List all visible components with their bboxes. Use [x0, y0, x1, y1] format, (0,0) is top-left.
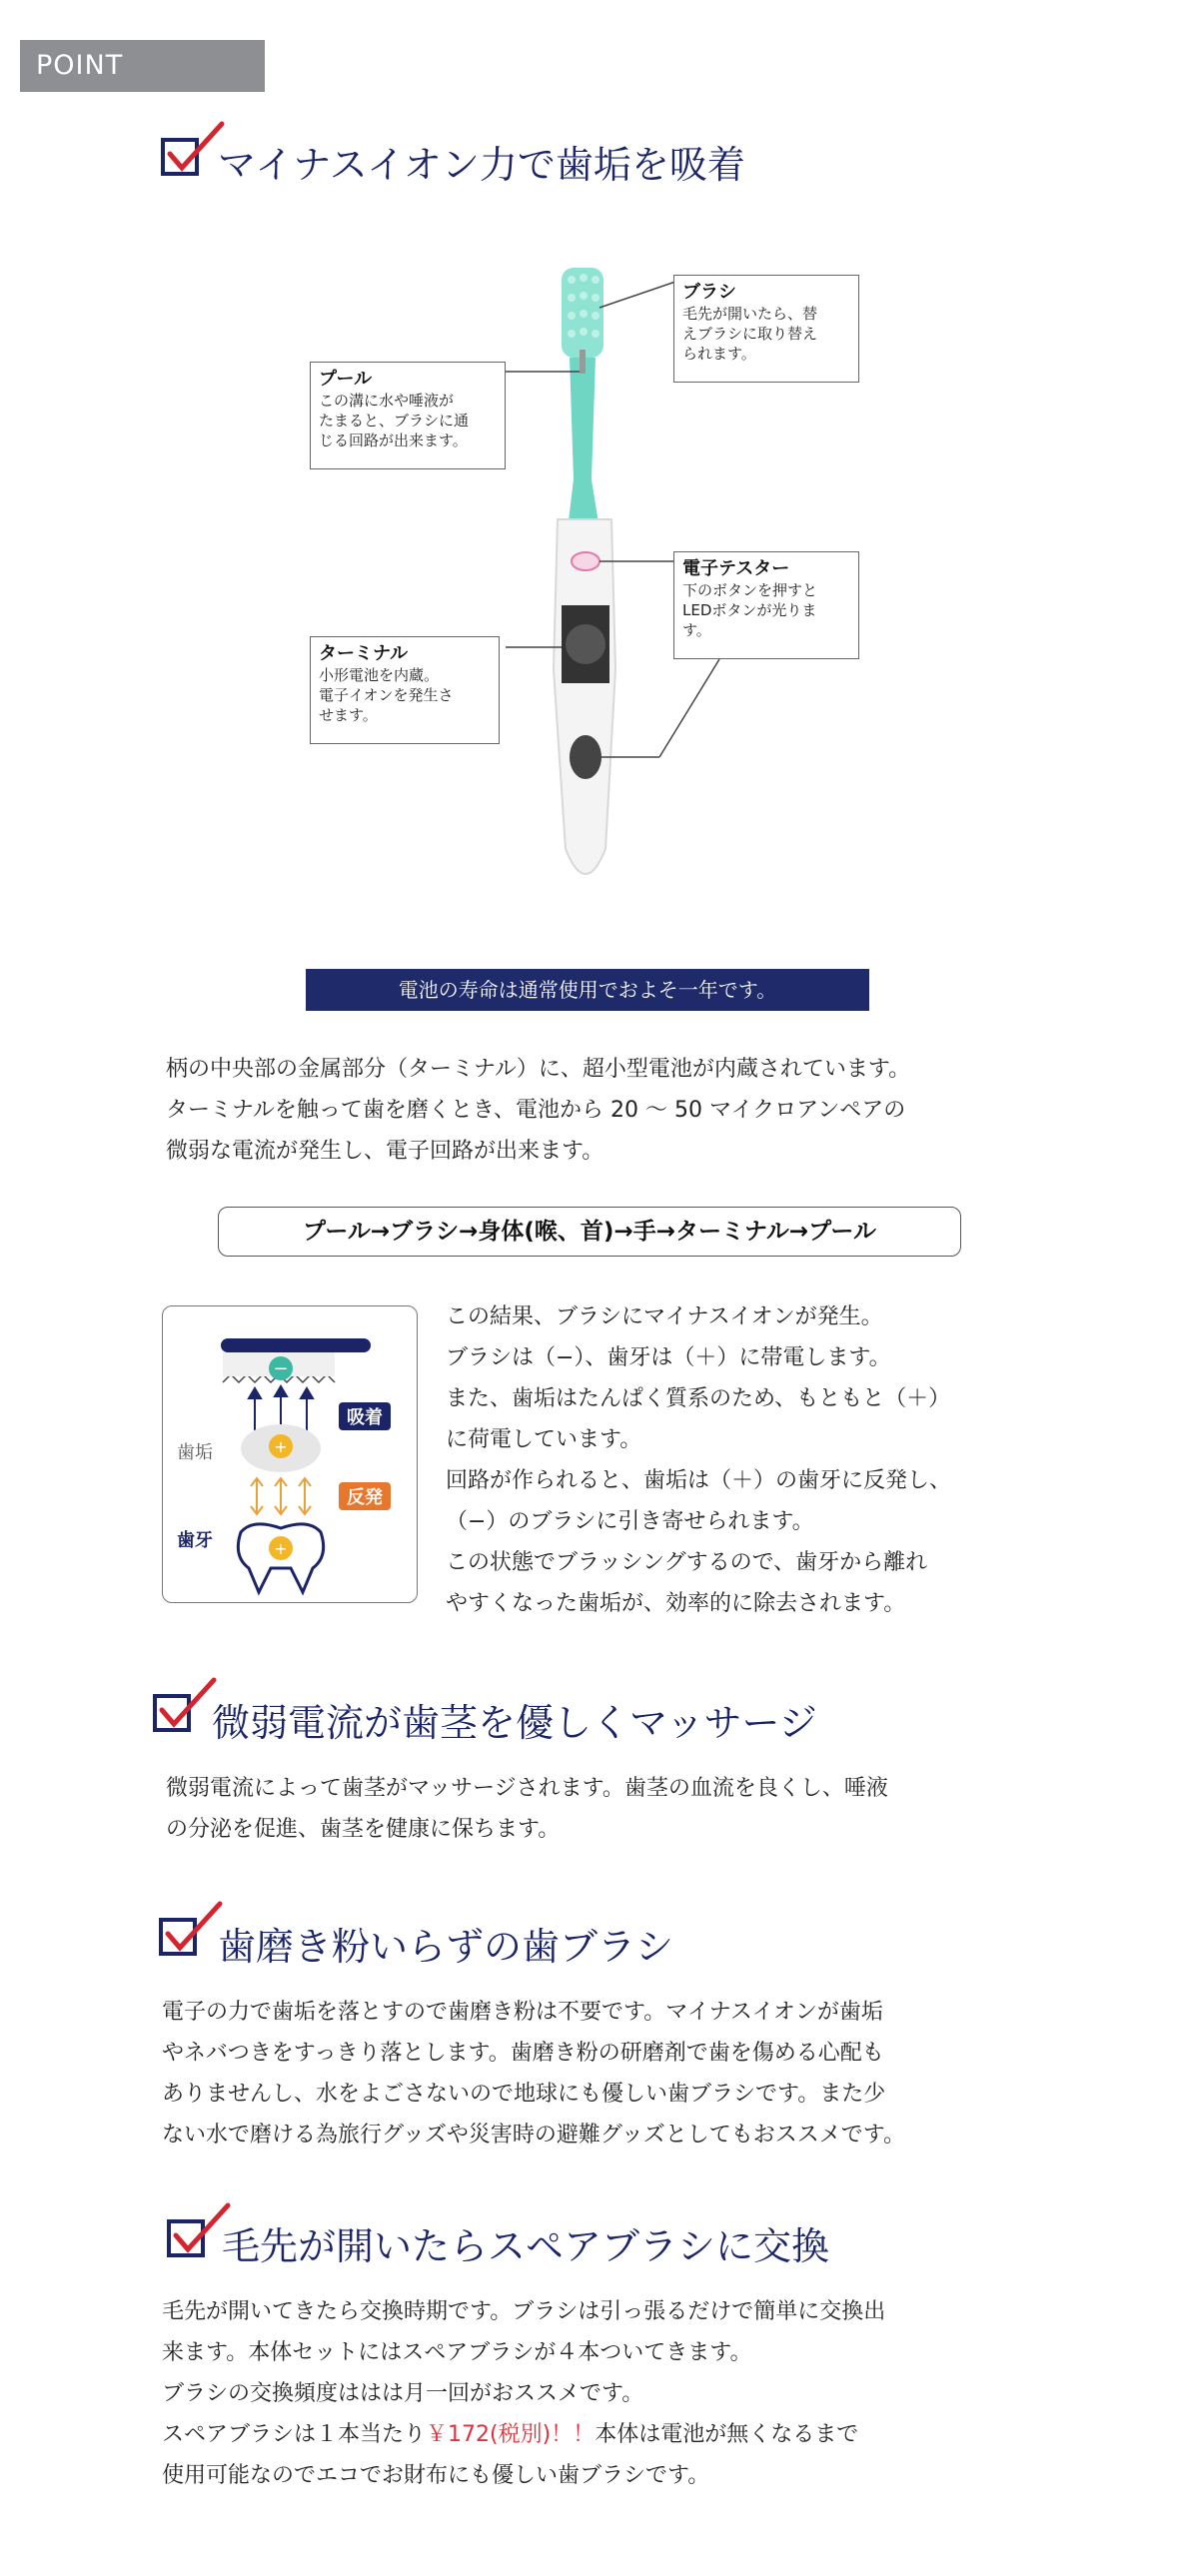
repel-label: 反発: [347, 1487, 383, 1508]
callout-brush-title: ブラシ: [682, 282, 736, 303]
callout-terminal-title: ターミナル: [319, 643, 409, 664]
plaque-label: 歯垢: [177, 1442, 213, 1463]
price-prefix: スペアブラシは１本当たり: [162, 2422, 427, 2447]
plaque-plus-sign: +: [274, 1437, 288, 1456]
section3-line: ありませんし、水をよごさないので地球にも優しい歯ブラシです。また少: [162, 2082, 886, 2107]
callout-pool-text: この溝に水や唾液が たまると、ブラシに通 じる回路が出来ます。: [319, 392, 470, 449]
section2-line: 微弱電流によって歯茎がマッサージされます。歯茎の血流を良くし、唾液: [166, 1776, 888, 1801]
callout-tester: [673, 551, 859, 659]
callout-terminal-text: 小形電池を内蔵。 電子イオンを発生さ せます。: [319, 666, 454, 724]
minus-sign: −: [273, 1358, 289, 1379]
section4-line: 来ます。本体セットにはスペアブラシが４本ついてきます。: [162, 2340, 752, 2365]
led-light: [572, 552, 600, 570]
price-suffix: 本体は電池が無くなるまで: [595, 2422, 859, 2447]
callout-terminal: [310, 636, 500, 744]
section2-paragraph: [166, 1768, 888, 1850]
callout-brush-text: 毛先が開いたら、替 えブラシに取り替え られます。: [682, 305, 818, 363]
circuit-flow-box: プール→ブラシ→身体(喉、首)→手→ターミナル→プール: [218, 1207, 961, 1257]
result-paragraph: [446, 1296, 951, 1624]
callout-pool-title: プール: [319, 369, 373, 390]
adsorb-label: 吸着: [347, 1407, 383, 1428]
result-line: この結果、ブラシにマイナスイオンが発生。: [446, 1304, 883, 1329]
tooth-label: 歯牙: [177, 1530, 213, 1551]
section4-line: 使用可能なのでエコでお財布にも優しい歯ブラシです。: [162, 2463, 710, 2488]
section4-line: ブラシの交換頻度ははは月一回がおススメです。: [162, 2381, 644, 2406]
section4-line: 毛先が開いてきたら交換時期です。ブラシは引っ張るだけで簡単に交換出: [162, 2299, 886, 2324]
result-line: に荷電しています。: [446, 1427, 642, 1452]
result-line: 回路が作られると、歯垢は（＋）の歯牙に反発し、: [446, 1468, 952, 1493]
section3-paragraph: [162, 1992, 905, 2155]
section2-heading: 微弱電流が歯茎を優しくマッサージ: [212, 1701, 817, 1745]
brush-handle: [554, 519, 615, 874]
ion-diagram: [162, 1305, 418, 1603]
point-label: POINT: [20, 40, 265, 92]
section3-line: 電子の力で歯垢を落とすので歯磨き粉は不要です。マイナスイオンが歯垢: [162, 2000, 883, 2025]
section4-heading: 毛先が開いたらスペアブラシに交換: [222, 2224, 830, 2268]
result-line: ブラシは（−）、歯牙は（＋）に帯電します。: [446, 1345, 891, 1370]
brush-neck: [568, 358, 600, 529]
result-line: やすくなった歯垢が、効率的に除去されます。: [446, 1591, 906, 1616]
result-line: また、歯垢はたんぱく質系のため、もともと（＋）: [446, 1386, 951, 1411]
intro-line: ターミナルを触って歯を磨くとき、電池から 20 〜 50 マイクロアンペアの: [166, 1098, 906, 1123]
section1-heading: マイナスイオン力で歯垢を吸着: [218, 143, 745, 187]
tooth-plus-sign: +: [274, 1539, 288, 1558]
spare-brush-price: ￥172(税別)！！: [426, 2422, 596, 2447]
intro-line: 微弱な電流が発生し、電子回路が出来ます。: [166, 1139, 604, 1164]
callout-tester-title: 電子テスター: [682, 558, 790, 579]
intro-line: 柄の中央部の金属部分（ターミナル）に、超小型電池が内蔵されています。: [166, 1057, 911, 1082]
intro-paragraph: [166, 1049, 910, 1172]
section4-price-line: [162, 2414, 885, 2455]
section4-paragraph: [162, 2291, 885, 2496]
ion-diagram-art: [163, 1306, 417, 1602]
battery-banner: 電池の寿命は通常使用でおよそ一年です。: [306, 969, 869, 1011]
section3-line: やネバつきをすっきり落とします。歯磨き粉の研磨剤で歯を傷める心配も: [162, 2041, 884, 2066]
callout-pool: [310, 362, 506, 469]
section3-line: ない水で磨ける為旅行グッズや災害時の避難グッズとしてもおススメです。: [162, 2123, 906, 2147]
result-line: この状態でブラッシングするので、歯牙から離れ: [446, 1550, 928, 1575]
result-line: （−）のブラシに引き寄せられます。: [446, 1509, 814, 1534]
callout-brush: [673, 275, 859, 383]
callout-tester-text: 下のボタンを押すと LEDボタンが光りま す。: [682, 581, 818, 639]
section3-heading: 歯磨き粉いらずの歯ブラシ: [218, 1925, 674, 1969]
tester-button: [570, 735, 601, 779]
section2-line: の分泌を促進、歯茎を健康に保ちます。: [166, 1817, 561, 1842]
